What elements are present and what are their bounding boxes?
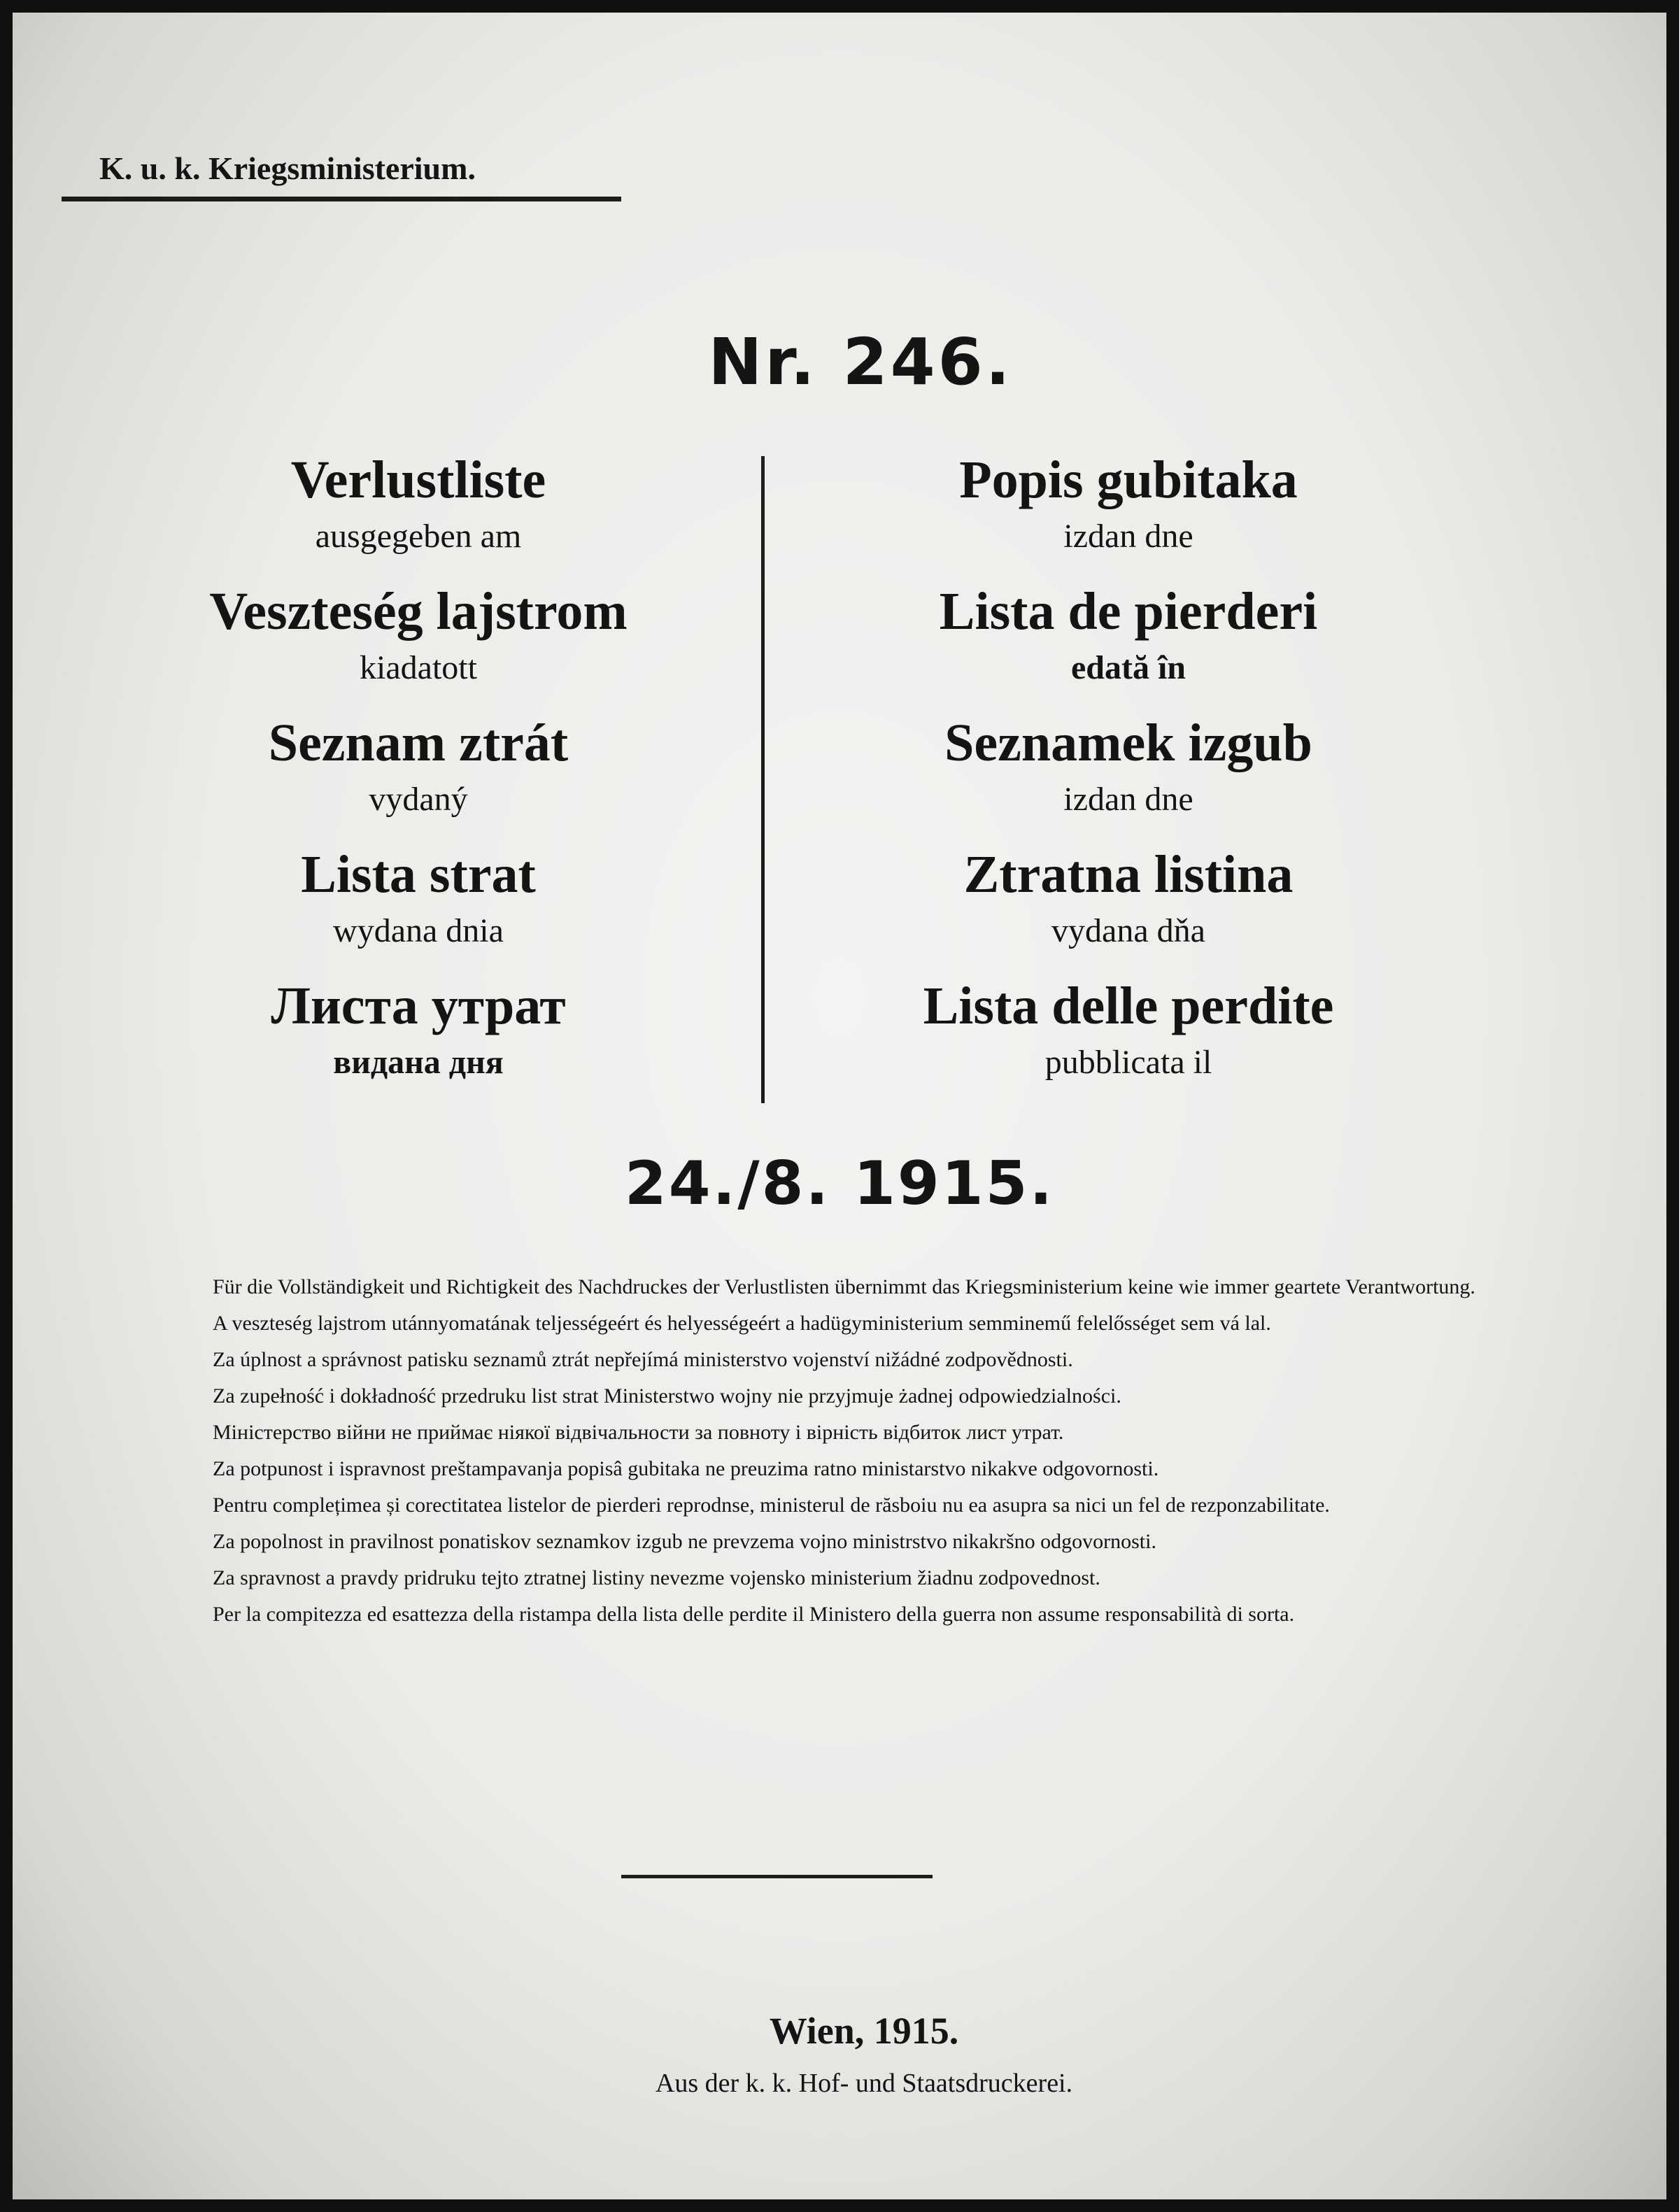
disclaimer-czech: Za úplnost a správnost patisku seznamů ztrát nepřejímá ministerstvo vojenství nižádné zodpovědnosti.	[213, 1348, 1073, 1371]
list-subtitle: wydana dnia	[333, 912, 504, 949]
list-title: Lista de pierderi	[939, 582, 1318, 641]
list-subtitle: izdan dne	[1063, 781, 1193, 818]
list-title-block	[97, 972, 740, 1104]
left-column	[97, 446, 740, 1104]
list-title: Lista strat	[301, 845, 536, 904]
list-subtitle: pubblicata il	[1044, 1044, 1212, 1081]
list-subtitle: kiadatott	[360, 649, 477, 686]
list-title-block	[97, 578, 740, 709]
footer-rule	[621, 1875, 933, 1878]
right-column	[793, 446, 1464, 1104]
issue-number: Nr. 246.	[708, 325, 1013, 399]
list-title-block	[793, 709, 1464, 841]
disclaimer-romanian: Pentru complețimea și corectitatea listelor de pierderi reprodnse, ministerul de răsboiu nu ea asupra sa nici un fel de rezponzabilitate.	[213, 1494, 1330, 1517]
list-title-block	[793, 841, 1464, 972]
list-title-block	[97, 841, 740, 972]
disclaimer-croatian: Za potpunost i ispravnost preštampavanja popisâ gubitaka ne preuzima ratno ministarstvo nikakve odgovornosti.	[213, 1457, 1159, 1480]
ministry-heading: K. u. k. Kriegsministerium.	[62, 150, 621, 201]
column-divider	[761, 456, 765, 1103]
disclaimer-hungarian: A veszteség lajstrom utánnyomatának teljességeért és helyességeért a hadügyministerium semminemű felelősséget sem vá lal.	[213, 1312, 1271, 1335]
list-title: Листа утрат	[271, 977, 566, 1035]
imprint-place: Wien, 1915.	[769, 2010, 959, 2052]
disclaimer-ruthenian: Міністерство війни не приймає ніякої відвічальности за повноту і вірність відбиток лист утрат.	[213, 1421, 1064, 1444]
list-subtitle: vydana dňa	[1051, 912, 1205, 949]
list-title: Verlustliste	[290, 451, 546, 509]
list-title: Popis gubitaka	[959, 451, 1298, 509]
disclaimer-slovenian: Za popolnost in pravilnost ponatiskov seznamkov izgub ne prevzema vojno ministrstvo nikakršno odgovornosti.	[213, 1530, 1156, 1553]
list-title-block	[97, 709, 740, 841]
disclaimer-slovak: Za spravnost a pravdy pridruku tejto ztratnej listiny nevezme vojensko ministerium žiadnu zodpovednost.	[213, 1566, 1100, 1589]
list-title: Ztratna listina	[963, 845, 1294, 904]
list-title-block	[793, 446, 1464, 578]
list-title-block	[793, 578, 1464, 709]
list-subtitle: vydaný	[369, 781, 468, 818]
disclaimer-italian: Per la compitezza ed esattezza della ristampa della lista delle perdite il Ministero della guerra non assume responsabilità di sorta.	[213, 1603, 1295, 1626]
list-subtitle: ausgegeben am	[315, 518, 522, 555]
disclaimer-list	[64, 1272, 1478, 1636]
list-title-block	[793, 972, 1464, 1104]
issue-date: 24./8. 1915.	[624, 1149, 1055, 1219]
list-subtitle: izdan dne	[1063, 518, 1193, 555]
list-subtitle: edată în	[1070, 649, 1186, 686]
list-title: Seznamek izgub	[944, 714, 1312, 772]
list-title: Seznam ztrát	[268, 714, 569, 772]
document-page	[13, 13, 1666, 2199]
list-title: Lista delle perdite	[923, 977, 1334, 1035]
list-subtitle: видана дня	[333, 1044, 504, 1081]
imprint-printer: Aus der k. k. Hof- und Staatsdruckerei.	[655, 2069, 1073, 2098]
disclaimer-polish: Za zupełność i dokładność przedruku list strat Ministerstwo wojny nie przyjmuje żadnej odpowiedzialności.	[213, 1384, 1121, 1408]
disclaimer-german: Für die Vollständigkeit und Richtigkeit des Nachdruckes der Verlustlisten übernimmt das Kriegsministerium keine wie immer geartete Verantwortung.	[213, 1275, 1475, 1298]
list-title: Veszteség lajstrom	[209, 582, 628, 641]
list-title-block	[97, 446, 740, 578]
